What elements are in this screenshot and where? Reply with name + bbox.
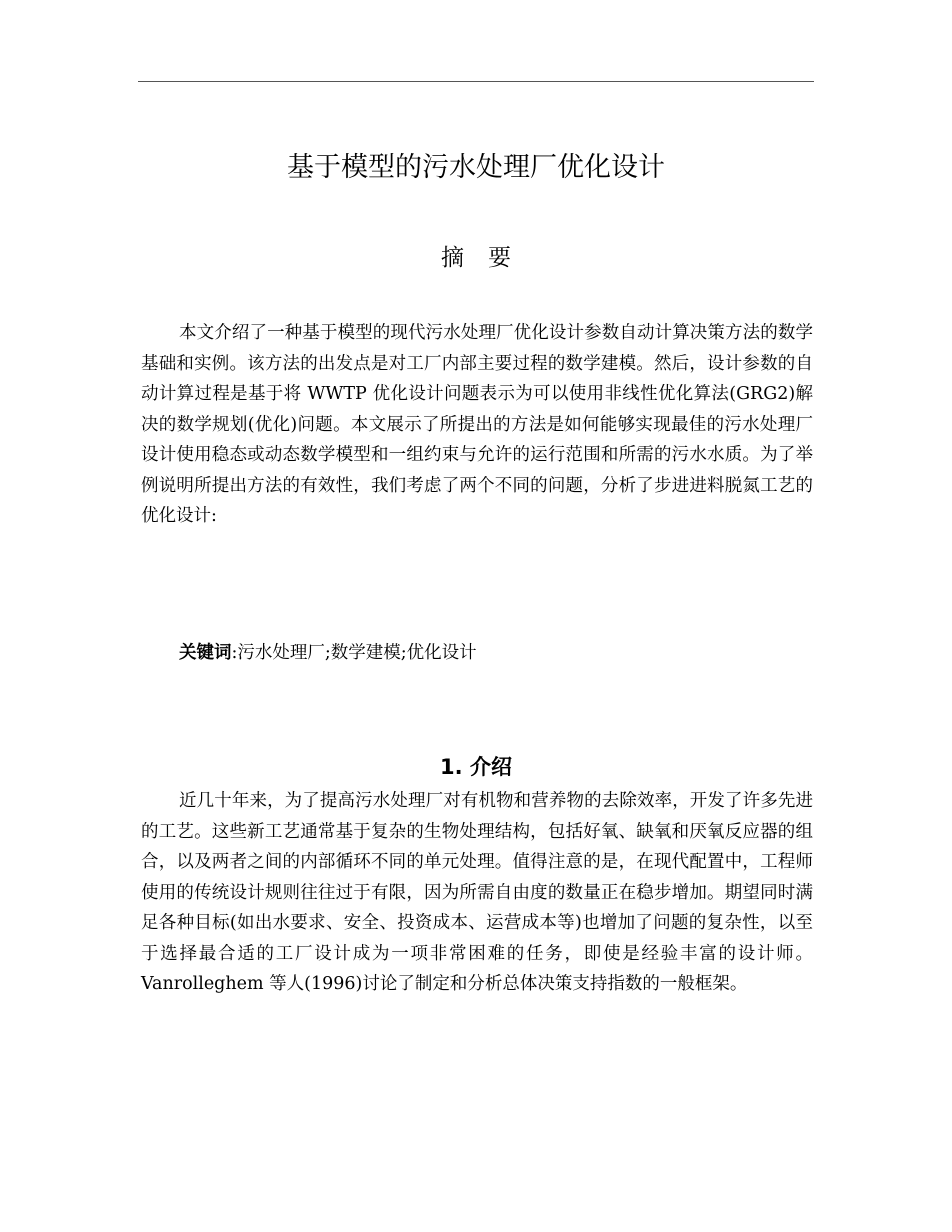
header-rule — [138, 81, 814, 82]
keywords-label: 关键词 — [179, 643, 232, 663]
abstract-heading: 摘要 — [441, 245, 535, 271]
keywords-line — [179, 638, 813, 668]
introduction-body: 近几十年来，为了提高污水处理厂对有机物和营养物的去除效率，开发了许多先进的工艺。这些新工艺通常基于复杂的生物处理结构，包括好氧、缺氧和厌氧反应器的组合，以及两者之间的内部循环不同的单元处理。值得注意的是，在现代配置中，工程师使用的传统设计规则往往过于有限，因为所需自由度的数量正在稳步增加。期望同时满足各种目标(如出水要求、安全、投资成本、运营成本等)也增加了问题的复杂性，以至于选择最合适的工厂设计成为一项非常困难的任务，即使是经验丰富的设计师。Vanrolleghem 等人(1996)讨论了制定和分析总体决策支持指数的一般框架。 — [141, 791, 813, 994]
document-title: 基于模型的污水处理厂优化设计 — [287, 152, 665, 183]
section-heading-introduction: 1. 介绍 — [440, 755, 512, 779]
keywords-text: :污水处理厂;数学建模;优化设计 — [231, 643, 477, 663]
abstract-body: 本文介绍了一种基于模型的现代污水处理厂优化设计参数自动计算决策方法的数学基础和实例。该方法的出发点是对工厂内部主要过程的数学建模。然后，设计参数的自动计算过程是基于将 WWTP 优化设计问题表示为可以使用非线性优化算法(GRG2)解决的数学规划(优化)问题。本文展示了所提出的方法是如何能够实现最佳的污水处理厂设计使用稳态或动态数学模型和一组约束与允许的运行范围和所需的污水水质。为了举例说明所提出方法的有效性，我们考虑了两个不同的问题，分析了步进进料脱氮工艺的优化设计: — [141, 323, 813, 526]
